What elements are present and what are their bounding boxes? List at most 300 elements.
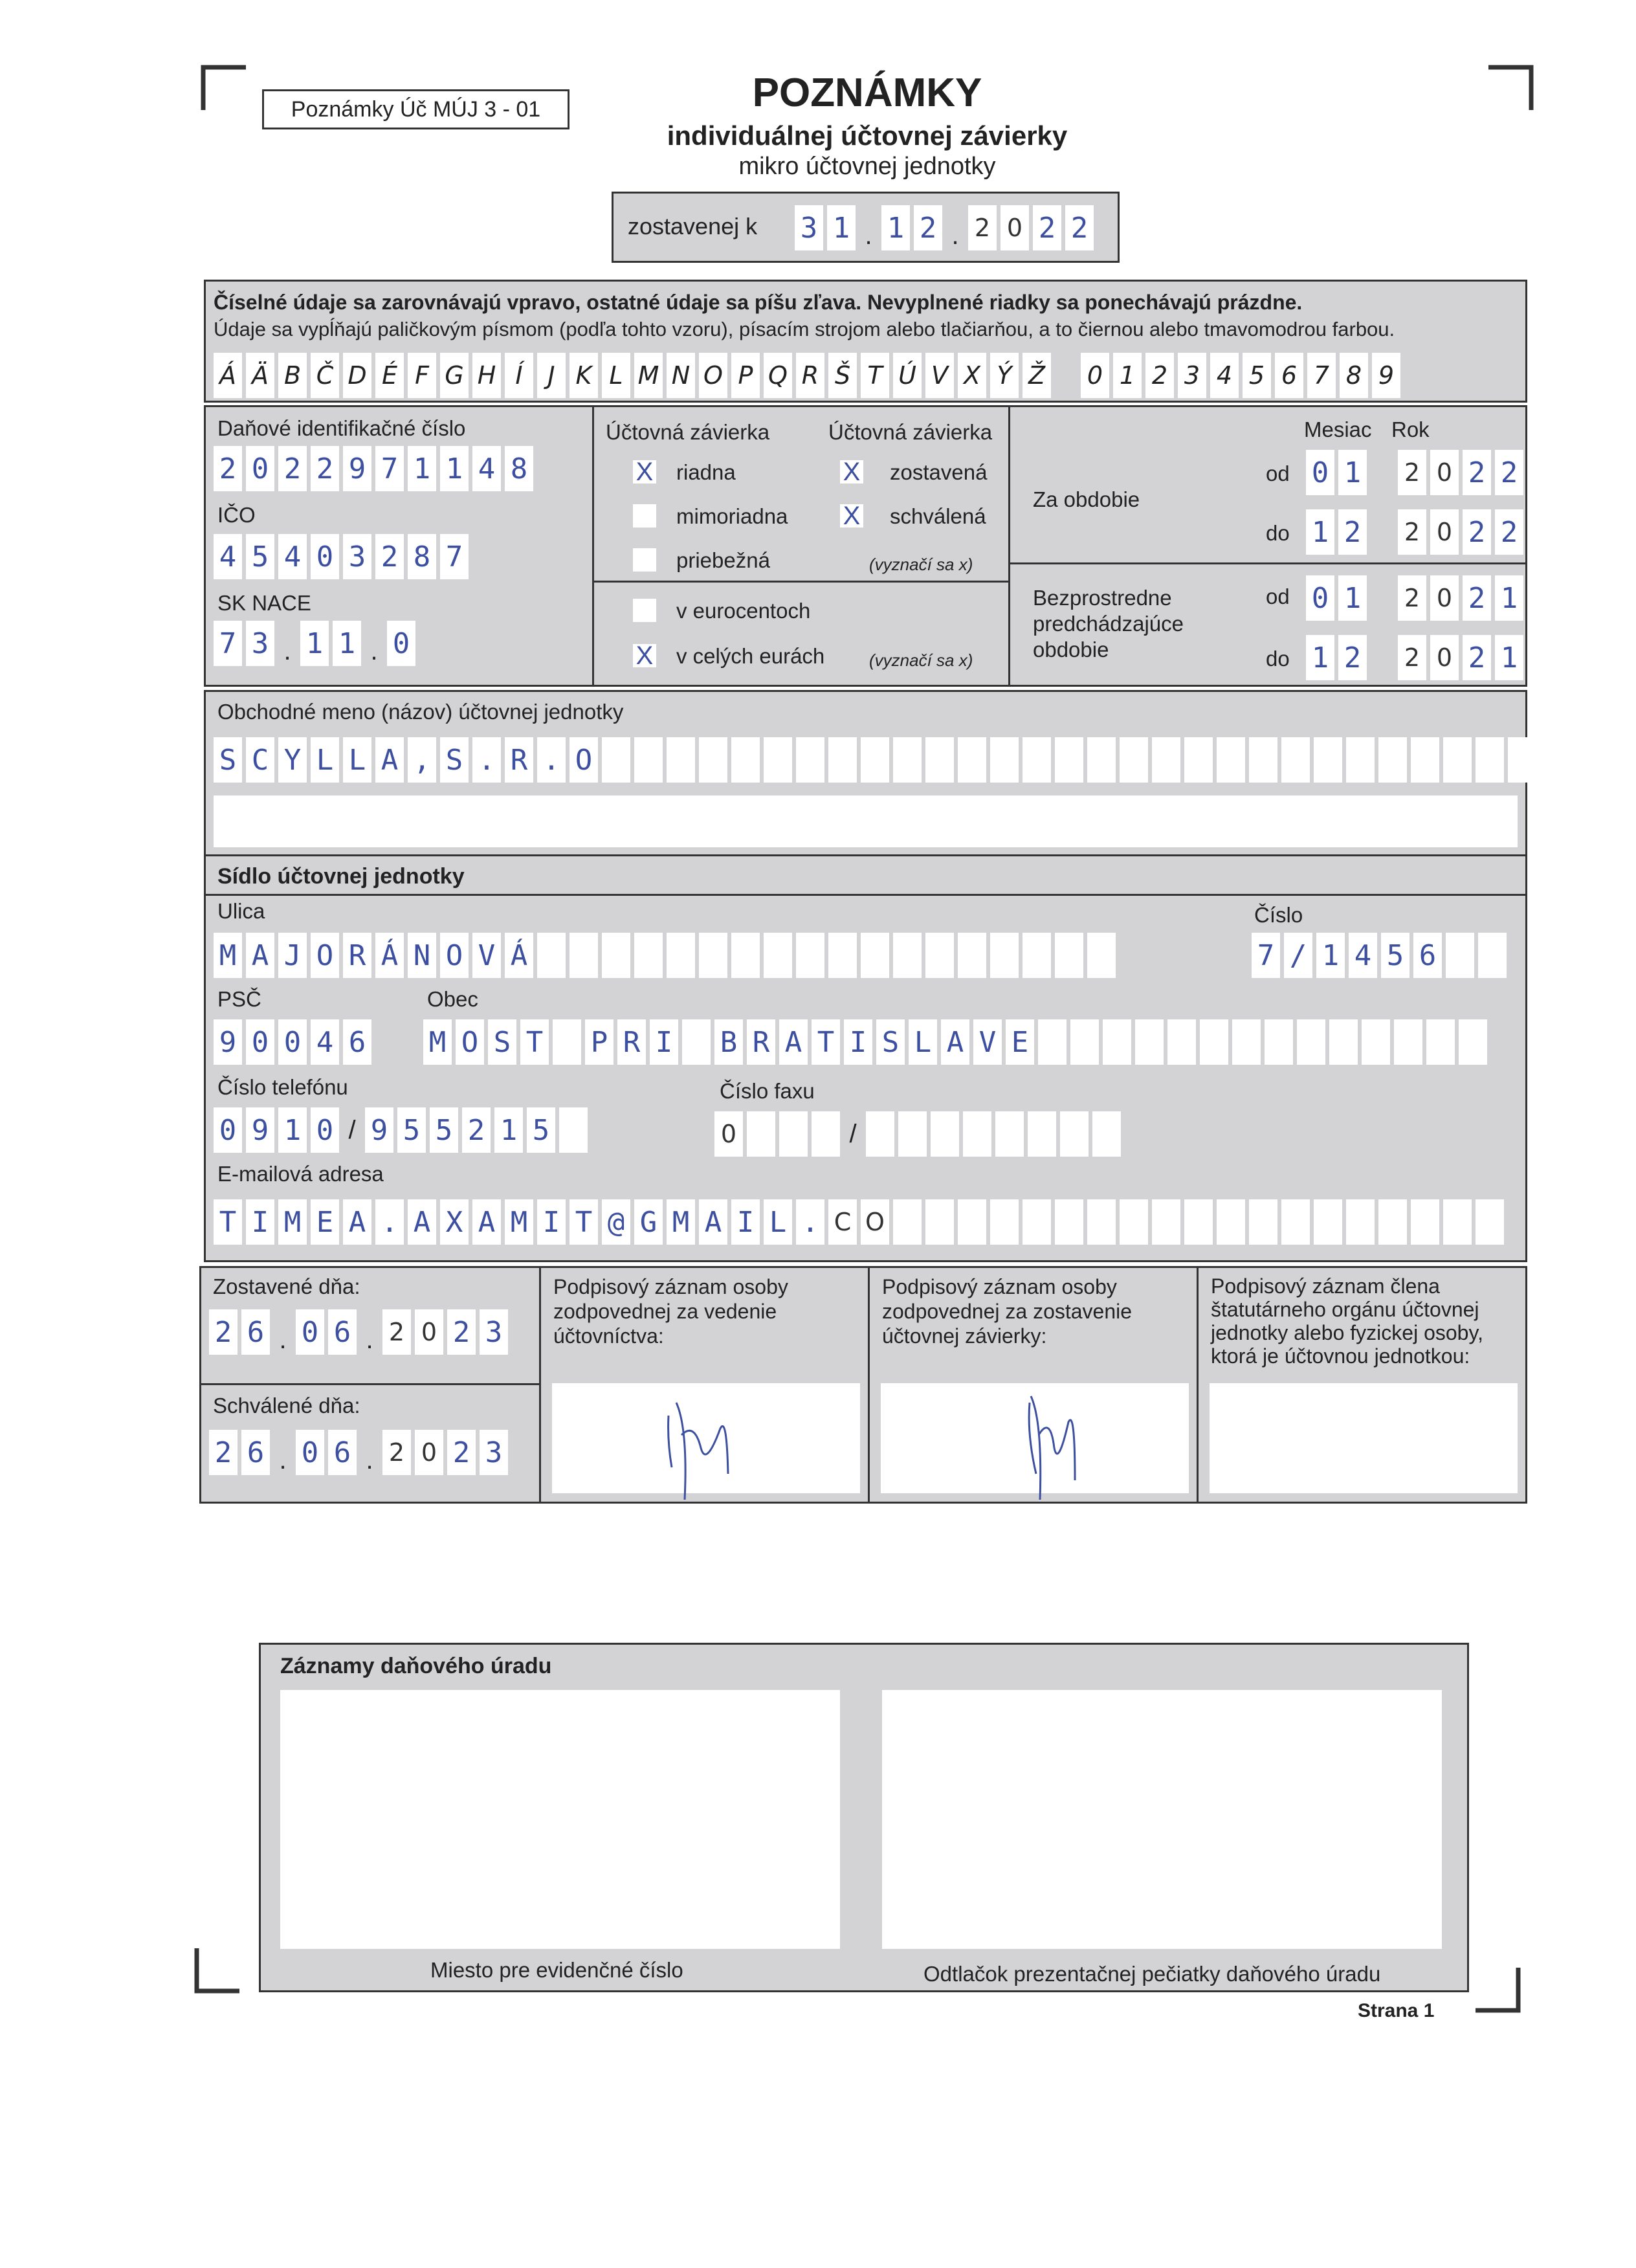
name-cell	[1411, 737, 1439, 783]
stamp-box[interactable]	[882, 1690, 1442, 1949]
nace-cell: 1	[300, 621, 329, 666]
dic-cell: 2	[214, 446, 242, 491]
riadna-label: riadna	[676, 460, 736, 484]
compiled-on-cells[interactable]	[209, 1309, 512, 1355]
city-label: Obec	[427, 987, 478, 1011]
year-cell: 2	[1463, 575, 1491, 621]
fax-cell	[779, 1111, 808, 1157]
city-cell: P	[585, 1019, 614, 1065]
email-cell: I	[731, 1199, 760, 1245]
approved-on-cells[interactable]	[209, 1430, 512, 1475]
evidence-number-box[interactable]	[280, 1690, 840, 1949]
form-title: POZNÁMKY	[752, 71, 982, 115]
city-cell: L	[909, 1019, 937, 1065]
date-cell: 6	[241, 1309, 270, 1355]
year-cell: 2	[1398, 575, 1426, 621]
email-cell	[1055, 1199, 1083, 1245]
corner-mark-bottom-left	[194, 1948, 239, 1994]
email-cell	[1314, 1199, 1342, 1245]
street-cell	[925, 933, 954, 978]
sample-digit: 9	[1372, 353, 1400, 398]
date-cell: 0	[296, 1430, 324, 1475]
name-cell: .	[472, 737, 501, 783]
fax-slash: /	[849, 1119, 857, 1148]
street-cell: V	[472, 933, 501, 978]
city-cell	[1135, 1019, 1164, 1065]
number-cell: 5	[1381, 933, 1409, 978]
city-cell	[1232, 1019, 1261, 1065]
sample-digit: 6	[1275, 353, 1303, 398]
email-cell: A	[408, 1199, 436, 1245]
city-cell: I	[650, 1019, 678, 1065]
number-cell: /	[1284, 933, 1312, 978]
email-cell: I	[537, 1199, 566, 1245]
street-cell: Á	[505, 933, 533, 978]
mimoriadna-label: mimoriadna	[676, 504, 788, 528]
form-subtitle-1: individuálnej účtovnej závierky	[667, 120, 1068, 151]
tax-office-panel	[259, 1643, 1469, 1992]
year-cell: 2	[1495, 450, 1523, 495]
street-cell	[893, 933, 922, 978]
date-separator: .	[366, 1446, 373, 1474]
name-cell: L	[343, 737, 371, 783]
month-cell: 2	[1338, 635, 1367, 680]
ico-cell: 5	[246, 534, 274, 579]
sample-letter: V	[925, 353, 954, 398]
phone-cell: 9	[365, 1107, 393, 1153]
dic-cell: 4	[472, 446, 501, 491]
whole-euros-label: v celých eurách	[676, 644, 825, 668]
name-cell	[1152, 737, 1180, 783]
email-cell: O	[861, 1199, 889, 1245]
name-cell: R	[505, 737, 533, 783]
email-cell: A	[472, 1199, 501, 1245]
sig1-label: Podpisový záznam osoby zodpovednej za vedenie účtovníctva:	[553, 1275, 788, 1348]
email-cell: M	[505, 1199, 533, 1245]
sample-letter: K	[569, 353, 598, 398]
fax-cell	[1092, 1111, 1121, 1157]
number-cell	[1446, 933, 1474, 978]
name-cell	[1022, 737, 1051, 783]
name-cell: S	[214, 737, 242, 783]
signature-1-scribble	[552, 1377, 860, 1519]
email-cell	[1249, 1199, 1277, 1245]
current-to-year-cells[interactable]	[1398, 509, 1527, 555]
city-cell: R	[617, 1019, 646, 1065]
schvalena-label: schválená	[890, 504, 986, 528]
instructions-line-1: Číselné údaje sa zarovnávajú vpravo, ostatné údaje sa píšu zľava. Nevyplnené riadky sa ponechávajú prázdne.	[214, 291, 1303, 314]
phone-label: Číslo telefónu	[217, 1075, 348, 1099]
email-cell: A	[699, 1199, 727, 1245]
year-cell: 2	[1398, 450, 1426, 495]
name-cell: S	[440, 737, 469, 783]
house-number-cells[interactable]	[1252, 933, 1510, 978]
ico-cell: 3	[343, 534, 371, 579]
email-cell: M	[667, 1199, 695, 1245]
signatures-panel	[199, 1266, 1527, 1504]
name-cell: C	[246, 737, 274, 783]
email-cell: L	[764, 1199, 792, 1245]
month-cell: 1	[1306, 635, 1334, 680]
statement-state-label: Účtovná závierka	[828, 420, 993, 444]
city-cell: S	[488, 1019, 516, 1065]
email-cell	[1346, 1199, 1375, 1245]
sample-digit: 0	[1081, 353, 1109, 398]
email-cell: X	[440, 1199, 469, 1245]
approved-on-label: Schválené dňa:	[213, 1394, 360, 1418]
email-cell: T	[569, 1199, 598, 1245]
mimoriadna-checkbox[interactable]	[633, 504, 656, 528]
email-cell: .	[375, 1199, 404, 1245]
month-header: Mesiac	[1304, 417, 1372, 441]
fax-cell	[1060, 1111, 1089, 1157]
ico-label: IČO	[217, 503, 256, 527]
email-cell: E	[311, 1199, 339, 1245]
phone-cell: 0	[214, 1107, 242, 1153]
year-cell: 2	[1398, 635, 1426, 680]
eurocents-checkbox[interactable]	[633, 599, 656, 622]
name-cell	[1346, 737, 1375, 783]
ico-cell: 0	[311, 534, 339, 579]
date-cell: 0	[415, 1309, 443, 1355]
fax-cell	[812, 1111, 840, 1157]
year-cell: 0	[1430, 575, 1459, 621]
month-cell: 1	[1338, 450, 1367, 495]
date-cell: 2	[447, 1309, 476, 1355]
email-cells[interactable]	[214, 1199, 1508, 1245]
priebezna-checkbox[interactable]	[633, 548, 656, 572]
name-cell	[1476, 737, 1504, 783]
sample-digit: 4	[1210, 353, 1239, 398]
date-cell: 0	[1000, 205, 1029, 250]
date-cell: 2	[968, 205, 997, 250]
name-cell	[1281, 737, 1310, 783]
priebezna-label: priebežná	[676, 548, 770, 572]
prev-from-year-cells[interactable]	[1398, 575, 1527, 621]
year-cell: 2	[1398, 509, 1426, 555]
sample-letter: M	[634, 353, 663, 398]
current-to-month-cells[interactable]	[1306, 509, 1371, 555]
email-cell: .	[796, 1199, 824, 1245]
sig2-box[interactable]	[881, 1383, 1189, 1493]
dic-cell: 2	[311, 446, 339, 491]
sig3-label: Podpisový záznam člena štatutárneho orgánu účtovnej jednotky alebo fyzickej osoby, ktorá je účtovnou jednotkou:	[1211, 1274, 1483, 1368]
eurocents-label: v eurocentoch	[676, 599, 811, 623]
year-cell: 0	[1430, 635, 1459, 680]
date-cell: 3	[480, 1309, 508, 1355]
street-cell: M	[214, 933, 242, 978]
sample-letter: F	[408, 353, 436, 398]
psc-cell: 9	[214, 1019, 242, 1065]
city-cell	[1459, 1019, 1487, 1065]
company-name-row-2[interactable]	[214, 795, 1518, 847]
city-cell: A	[941, 1019, 969, 1065]
ico-cell: 4	[278, 534, 307, 579]
email-cell	[1184, 1199, 1213, 1245]
city-cell: B	[714, 1019, 743, 1065]
email-label: E-mailová adresa	[217, 1162, 384, 1186]
date-separator: .	[279, 1446, 287, 1474]
sample-letter: Ú	[893, 353, 922, 398]
psc-cells[interactable]	[214, 1019, 375, 1065]
email-cell	[1378, 1199, 1407, 1245]
month-cell: 2	[1338, 509, 1367, 555]
city-cell: O	[456, 1019, 484, 1065]
name-cell	[1443, 737, 1472, 783]
dic-cell: 0	[246, 446, 274, 491]
street-cell	[569, 933, 598, 978]
fax-cell	[931, 1111, 959, 1157]
email-cell: A	[343, 1199, 371, 1245]
compiled-date-panel	[612, 192, 1120, 263]
house-number-label: Číslo	[1254, 903, 1303, 927]
street-cell	[990, 933, 1019, 978]
fax-cell	[747, 1111, 775, 1157]
date-cell: 1	[827, 205, 856, 250]
date-separator: .	[951, 221, 959, 250]
city-cell	[1200, 1019, 1228, 1065]
email-cell	[1443, 1199, 1472, 1245]
year-cell: 0	[1430, 450, 1459, 495]
year-cell: 0	[1430, 509, 1459, 555]
sample-letter: J	[537, 353, 566, 398]
email-cell	[1152, 1199, 1180, 1245]
street-cell: J	[278, 933, 307, 978]
current-from-label: od	[1266, 461, 1290, 485]
sig3-box[interactable]	[1210, 1383, 1518, 1493]
city-cell: E	[1006, 1019, 1034, 1065]
name-cell	[634, 737, 663, 783]
identification-panel	[204, 405, 1527, 687]
name-cell	[893, 737, 922, 783]
instructions-line-2: Údaje sa vypĺňajú paličkovým písmom (podľa tohto vzoru), písacím strojom alebo tlačiarňou, a to čiernou alebo tmavomodrou farbou.	[214, 318, 1395, 340]
sample-digit: 7	[1307, 353, 1336, 398]
nace-cells[interactable]	[214, 621, 419, 666]
date-cell: 2	[1033, 205, 1061, 250]
date-cell: 6	[328, 1309, 357, 1355]
sample-letter: Á	[214, 353, 242, 398]
nace-cell: 3	[246, 621, 274, 666]
sample-letter: Ý	[990, 353, 1019, 398]
date-cell: 2	[382, 1309, 411, 1355]
sample-letter: Ä	[246, 353, 274, 398]
company-name-label: Obchodné meno (názov) účtovnej jednotky	[217, 700, 624, 724]
company-name-panel	[204, 690, 1527, 860]
name-cell	[1055, 737, 1083, 783]
street-cell	[602, 933, 630, 978]
number-cell: 6	[1413, 933, 1442, 978]
year-cell: 2	[1463, 509, 1491, 555]
sample-letter: Í	[505, 353, 533, 398]
name-cell: L	[311, 737, 339, 783]
name-cell	[1184, 737, 1213, 783]
city-cell: T	[520, 1019, 549, 1065]
current-from-month-cells[interactable]	[1306, 450, 1371, 495]
nace-separator: .	[283, 637, 291, 665]
phone-cell: 5	[397, 1107, 426, 1153]
compiled-date-cells[interactable]	[795, 205, 1098, 250]
phone-cell: 1	[494, 1107, 523, 1153]
sample-letter: T	[861, 353, 889, 398]
dic-cell: 8	[505, 446, 533, 491]
sig1-box[interactable]	[552, 1383, 860, 1493]
phone-slash: /	[348, 1115, 356, 1144]
psc-cell: 0	[278, 1019, 307, 1065]
email-cell	[893, 1199, 922, 1245]
street-cell	[731, 933, 760, 978]
company-name-row-1[interactable]	[214, 737, 1573, 783]
sample-digit: 1	[1113, 353, 1142, 398]
fax-label: Číslo faxu	[720, 1079, 815, 1103]
year-cell: 2	[1495, 509, 1523, 555]
sample-letter: R	[796, 353, 824, 398]
name-cell	[1217, 737, 1245, 783]
signature-2-scribble	[881, 1377, 1189, 1519]
name-cell	[1249, 737, 1277, 783]
city-cell	[1426, 1019, 1455, 1065]
city-cell: M	[423, 1019, 452, 1065]
riadna-checkbox[interactable]: X	[633, 460, 656, 484]
year-cell: 1	[1495, 635, 1523, 680]
ico-cell: 8	[408, 534, 436, 579]
sample-letter: É	[375, 353, 404, 398]
city-cell	[682, 1019, 711, 1065]
phone-cell: 2	[462, 1107, 491, 1153]
street-cell	[1022, 933, 1051, 978]
street-cell	[667, 933, 695, 978]
phone-cells[interactable]	[214, 1107, 591, 1153]
month-cell: 1	[1338, 575, 1367, 621]
fax-cell: 0	[714, 1111, 743, 1157]
year-header: Rok	[1391, 417, 1430, 441]
street-cell	[861, 933, 889, 978]
sample-letter: Q	[764, 353, 792, 398]
sample-digit: 8	[1340, 353, 1368, 398]
ico-cells[interactable]	[214, 534, 472, 579]
number-cell: 4	[1349, 933, 1377, 978]
form-subtitle-2: mikro účtovnej jednotky	[738, 153, 996, 180]
nace-cell: 1	[333, 621, 361, 666]
name-cell: Y	[278, 737, 307, 783]
fax-cells[interactable]	[714, 1111, 1125, 1157]
address-panel	[204, 854, 1527, 1262]
date-cell: 6	[328, 1430, 357, 1475]
whole-euros-checkbox[interactable]: X	[633, 644, 656, 667]
email-cell	[1087, 1199, 1116, 1245]
street-cell: N	[408, 933, 436, 978]
zostavena-checkbox[interactable]: X	[840, 460, 863, 484]
previous-period-label-1: Bezprostredne	[1033, 586, 1172, 610]
prev-to-month-cells[interactable]	[1306, 635, 1371, 680]
evidence-number-label: Miesto pre evidenčné číslo	[430, 1958, 683, 1982]
email-cell: T	[214, 1199, 242, 1245]
schvalena-checkbox[interactable]: X	[840, 504, 863, 528]
mark-note: (vyznačí sa x)	[869, 555, 973, 574]
ico-cell: 4	[214, 534, 242, 579]
date-cell: 3	[480, 1430, 508, 1475]
fax-cell	[1028, 1111, 1056, 1157]
fax-cell	[963, 1111, 991, 1157]
phone-cell: 5	[430, 1107, 458, 1153]
stamp-label: Odtlačok prezentačnej pečiatky daňového úradu	[923, 1962, 1381, 1986]
sample-digit: 2	[1145, 353, 1174, 398]
name-cell	[958, 737, 986, 783]
nace-separator: .	[370, 637, 378, 665]
prev-to-year-cells[interactable]	[1398, 635, 1527, 680]
email-cell	[1281, 1199, 1310, 1245]
date-cell: 2	[209, 1309, 238, 1355]
compiled-on-label: Zostavené dňa:	[213, 1274, 360, 1298]
street-cell: R	[343, 933, 371, 978]
dic-cells[interactable]	[214, 446, 537, 491]
corner-mark-bottom-right	[1476, 1968, 1521, 2013]
dic-cell: 2	[278, 446, 307, 491]
street-cell	[699, 933, 727, 978]
city-cell	[1038, 1019, 1067, 1065]
name-cell	[602, 737, 630, 783]
sample-letter: Š	[828, 353, 857, 398]
ico-cell: 7	[440, 534, 469, 579]
name-cell	[1540, 737, 1569, 783]
city-cell: S	[876, 1019, 905, 1065]
city-cell	[1329, 1019, 1358, 1065]
nace-cell: 0	[387, 621, 415, 666]
statement-type-label: Účtovná závierka	[606, 420, 770, 444]
dic-cell: 1	[408, 446, 436, 491]
city-cell	[1394, 1019, 1422, 1065]
year-cell: 1	[1495, 575, 1523, 621]
name-cell	[925, 737, 954, 783]
email-cell: C	[828, 1199, 857, 1245]
street-cell	[634, 933, 663, 978]
street-cells[interactable]	[214, 933, 1120, 978]
dic-cell: 1	[440, 446, 469, 491]
sample-letter: Ž	[1022, 353, 1051, 398]
street-cell: A	[246, 933, 274, 978]
zostavena-label: zostavená	[890, 460, 988, 484]
prev-from-month-cells[interactable]	[1306, 575, 1371, 621]
name-cell	[667, 737, 695, 783]
psc-cell: 4	[311, 1019, 339, 1065]
city-cells[interactable]	[423, 1019, 1491, 1065]
date-cell: 2	[209, 1430, 238, 1475]
month-cell: 0	[1306, 450, 1334, 495]
tax-office-title: Záznamy daňového úradu	[280, 1654, 552, 1678]
email-cell	[1120, 1199, 1148, 1245]
name-cell: O	[569, 737, 598, 783]
street-cell	[1087, 933, 1116, 978]
phone-cell	[559, 1107, 588, 1153]
previous-period-label-3: obdobie	[1033, 638, 1109, 662]
email-cell: G	[634, 1199, 663, 1245]
fax-cell	[898, 1111, 927, 1157]
page-number: Strana 1	[1358, 2000, 1435, 2021]
psc-label: PSČ	[217, 987, 261, 1011]
current-to-label: do	[1266, 521, 1290, 545]
sample-letter: L	[602, 353, 630, 398]
current-from-year-cells[interactable]	[1398, 450, 1527, 495]
date-cell: 2	[914, 205, 942, 250]
ico-cell: 2	[375, 534, 404, 579]
email-cell	[1022, 1199, 1051, 1245]
name-cell	[1378, 737, 1407, 783]
street-cell	[764, 933, 792, 978]
email-cell: I	[246, 1199, 274, 1245]
date-cell: 2	[382, 1430, 411, 1475]
sample-letter: O	[699, 353, 727, 398]
sample-alphabet	[214, 353, 1404, 398]
name-cell	[731, 737, 760, 783]
